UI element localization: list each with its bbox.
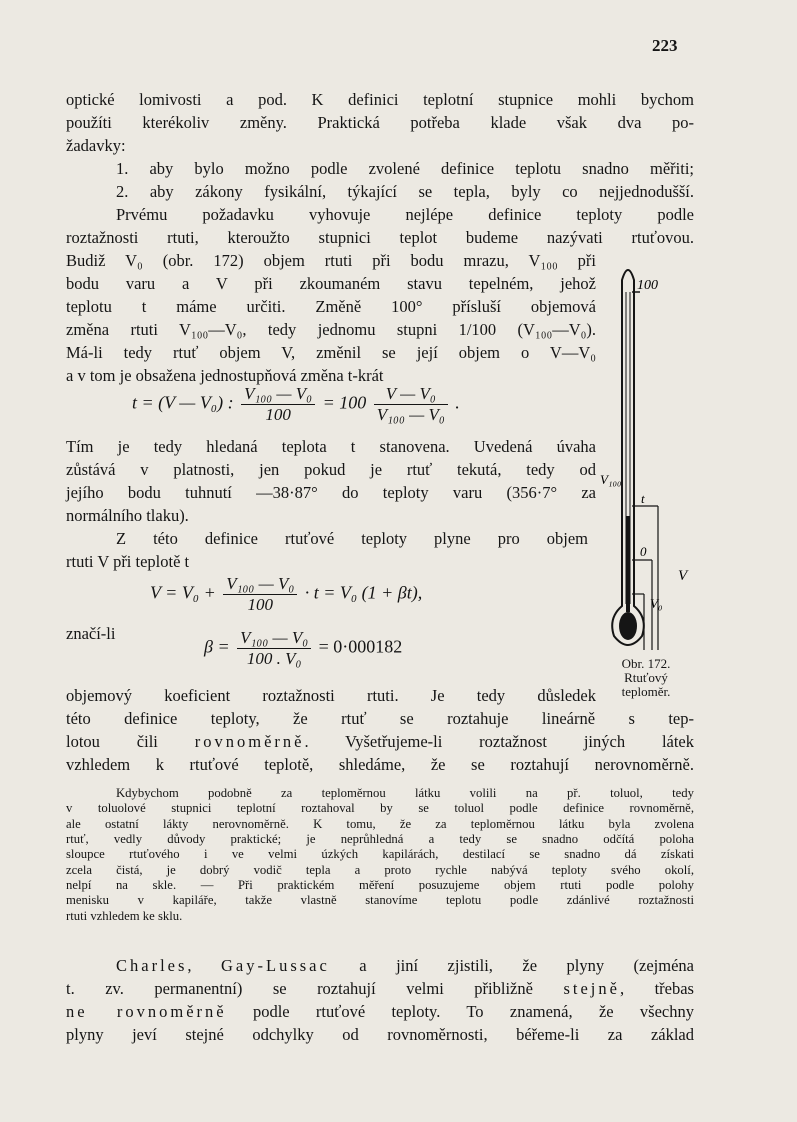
text-line: Prvému požadavku vyhovuje nejlépe definice teploty podle: [116, 205, 694, 224]
text-line: objemový koeficient roztažnosti rtuti. Je tedy důsledek: [66, 686, 596, 705]
text-line: žadavky:: [66, 136, 126, 155]
text-line: normálního tlaku).: [66, 506, 189, 525]
equation-coefficient: β = $\frac{\text{V₁₀₀ — V₀}}{\text{100 . V₀}}$ = 0·000182: [204, 628, 403, 668]
text-line: ne rovnoměrně podle rtuťové teploty. To znamená, že všechny: [66, 1002, 694, 1021]
label-v0: V₀: [650, 596, 663, 611]
text-line: vzhledem k rtuťové teplotě, shledáme, že se roztahují nerovnoměrně.: [66, 755, 694, 774]
text-line: lotou čili rovnoměrně. Vyšetřujeme-li roztažnost jiných látek: [66, 732, 695, 751]
text-line: a v tom je obsažena jednostupňová změna t-krát: [66, 366, 384, 385]
text-line: zůstává v platnosti, jen pokud je rtuť tekutá, tedy od: [66, 460, 596, 479]
text-line: 1. aby bylo možno podle zvolené definice teplotu snadno měřiti;: [116, 159, 694, 178]
label-t: t: [641, 491, 645, 506]
text-line: této definice teploty, že rtuť se roztahuje lineárně s tep-: [66, 709, 694, 728]
equation-temperature: t = (V — V₀) : $\frac{\text{V₁₀₀ — V₀}}{100}$ = 100 $\frac{\text{V — V₀}}{\text{V₁₀₀ — V₀}}$ .: [132, 384, 460, 424]
text-line: bodu varu a V při zkoumaném stavu tepelném, jehož: [66, 274, 596, 293]
text-line: rtuti V při teplotě t: [66, 552, 190, 571]
text-line: t. zv. permanentní) se roztahují velmi přibližně stejně, třebas: [66, 979, 694, 998]
label-0: 0: [640, 544, 647, 559]
text-line: Má-li tedy rtuť objem V, změnil se její objem o V—V₀: [66, 343, 596, 362]
text-line: použíti kterékoliv změny. Praktická potřeba klade však dva po-: [66, 113, 694, 132]
text-line: Z této definice rtuťové teploty plyne pro objem: [116, 529, 588, 548]
text-line: Budiž V₀ (obr. 172) objem rtuti při bodu mrazu, V₁₀₀ při: [66, 251, 596, 270]
text-line: jejího bodu tuhnutí —38·87° do teploty varu (356·7° za: [66, 483, 596, 502]
text-line: optické lomivosti a pod. K definici teplotní stupnice mohli bychom: [66, 90, 694, 109]
text-line: roztažnosti rtuti, kteroužto stupnici teplot budeme nazývati rtuťovou.: [66, 228, 694, 247]
label-100: 100: [637, 278, 658, 293]
thermometer-figure: [596, 258, 706, 658]
text-line: teplotu t máme určiti. Změně 100° přísluší objemová: [66, 297, 596, 316]
label-v100: V₁₀₀: [600, 472, 622, 487]
text-line: značí-li: [66, 624, 116, 643]
text-line: změna rtuti V₁₀₀—V₀, tedy jednomu stupni 1/100 (V₁₀₀—V₀).: [66, 320, 596, 339]
equation-volume: V = V₀ + $\frac{\text{V₁₀₀ — V₀}}{100}$ · t = V₀ (1 + βt),: [150, 574, 423, 614]
figure-caption: Obr. 172. Rtuťový teploměr.: [621, 656, 671, 699]
text-line: plyny jeví stejné odchylky od rovnoměrnosti, béřeme-li za základ: [66, 1025, 694, 1044]
text-line: Charles, Gay-Lussac a jiní zjistili, že plyny (zejména: [116, 956, 695, 975]
text-line: 2. aby zákony fysikální, týkající se tepla, byly co nejjednodušší.: [116, 182, 694, 201]
text-line: Tím je tedy hledaná teplota t stanovena. Uvedená úvaha: [66, 437, 596, 456]
page-number: 223: [652, 36, 678, 55]
label-v: V: [678, 568, 688, 584]
book-page: 223 optické lomivosti a pod. K definici teplotní stupnice mohli bychom použíti kterékoliv změny. Praktická potřeba klade však dva po- žadavky: 1. aby bylo možno podle zvolené definice teplotu snadno měřiti; 2. aby zákony fysikální, týkající se tepla, byly co nejjednodušší. Prvému požadavku vyhovuje nejlépe definice teploty podle roztažnosti rtuti, kteroužto stupnici teplot budeme nazývati rtuťovou. Budiž V₀ (obr. 172) objem rtuti při bodu mrazu, V₁₀₀ při bodu varu a V při zkoumaném stavu tepelném, jehož teplotu t máme určiti. Změně 100° přísluší objemová změna rtuti V₁₀₀—V₀, tedy jednomu stupni 1/100 (V₁₀₀—V₀). Má-li tedy rtuť objem V, změnil se její objem o V—V₀ a v tom je obsažena jednostupňová změna t-krát t = (V — V₀) : $\frac{\text{V₁₀₀ — V₀}}{100}$ = 100 $\frac{\text{V — V₀}}{\text{V₁₀₀ — V₀}}$ . Tím je tedy hledaná teplota t stanovena. Uvedená úvaha zůstává v platnosti, jen pokud je rtuť tekutá, tedy od jejího bodu tuhnutí —38·87° do teploty varu (356·7° za normálního tlaku). Z této definice rtuťové teploty plyne pro objem rtuti V při teplotě t V = V₀ + $\frac{\text{V₁₀₀ — V₀}}{100}$ · t = V₀ (1 + βt), značí-li β = $\frac{\text{V₁₀₀ — V₀}}{\text{100 . V₀}}$ = 0·000182 objemový koeficient roztažnosti rtuti. Je tedy důsledek této definice teploty, že rtuť se roztahuje lineárně s tep- lotou čili rovnoměrně. Vyšetřujeme-li roztažnost jiných látek vzhledem k rtuťové teplotě, shledáme, že se roztahují nerovnoměrně. Kdybychom podobně za teploměrnou látku volili na př. toluol, tedy v toluolové stupnici teplotní roztahoval by se toluol podle definice rovnoměrně, ale ostatní lákty nerovnoměrně. K tomu, že za teploměrnou látku byla zvolena rtuť, vedly důvody praktické; je neprůhledná a tedy se snadno odčítá poloha sloupce rtuťového i ve velmi úzkých kapilárách, destilací se snadno dá získati zcela čistá, je dobrý vodič tepla a proto rychle nabývá teploty svého okolí, nelpí na skle. — Při praktickém měření posuzujeme objem rtuti podle polohy menisku v kapiláře, takže vlastně stanovíme teplotu podle zdánlivé roztažnosti rtuti vzhledem ke sklu. Charles, Gay-Lussac a jiní zjistili, že plyny (zejména t. zv. permanentní) se roztahují velmi přibližně stejně, třebas ne rovnoměrně podle rtuťové teploty. To znamená, že všechny plyny jeví stejné odchylky od rovnoměrnosti, béřeme-li za základ 100 V₁₀₀ t 0 V V₀ Obr. 172. Rtuťový teploměr.: [0, 0, 797, 1122]
